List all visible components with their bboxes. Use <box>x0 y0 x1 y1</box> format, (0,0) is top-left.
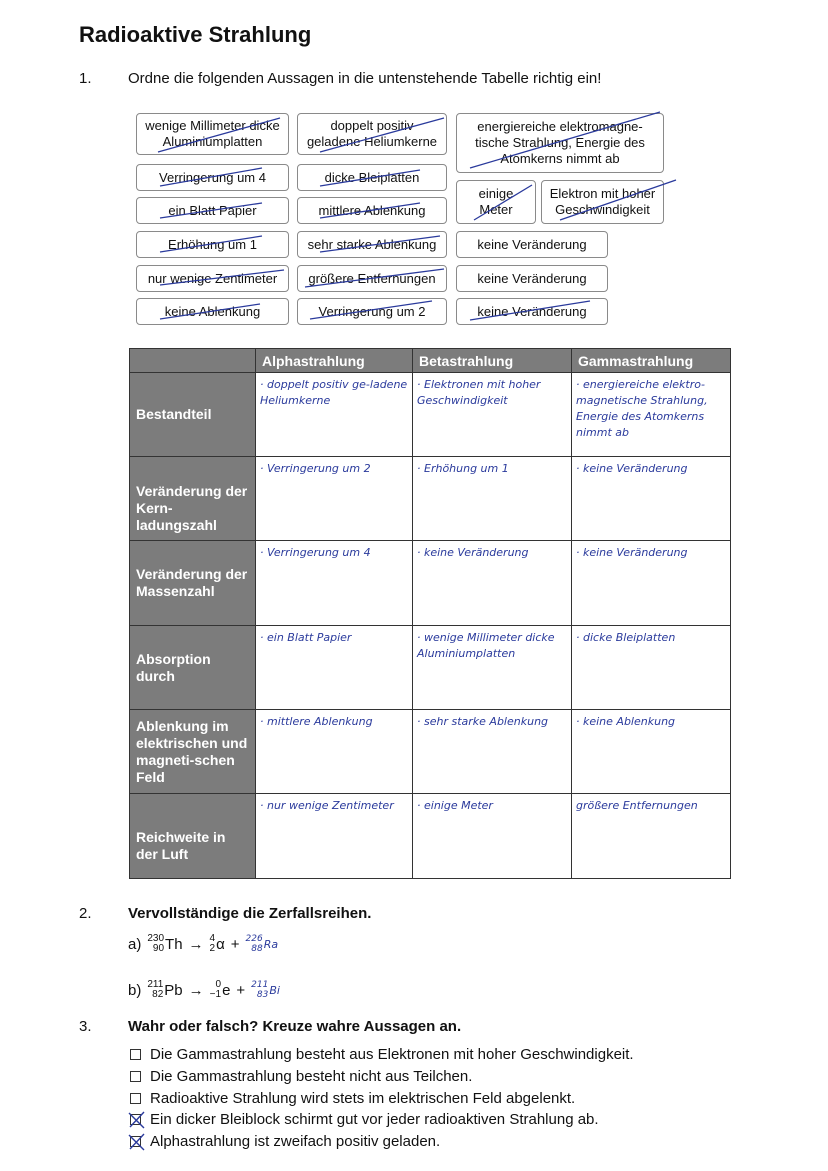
task-1-number: 1. <box>79 70 92 87</box>
answer-cell[interactable]: · keine Veränderung <box>572 541 731 626</box>
checkbox-label: Alphastrahlung ist zweifach positiv geladen. <box>150 1133 441 1150</box>
statement-card[interactable]: keine Veränderung <box>456 265 608 292</box>
statement-card[interactable]: Verringerung um 2 <box>297 298 447 325</box>
checkbox-label: Die Gammastrahlung besteht aus Elektronen mit hoher Geschwindigkeit. <box>150 1046 634 1063</box>
statement-card[interactable]: wenige Millimeter dicke Aluminiumplatten <box>136 113 289 155</box>
checkbox-label: Ein dicker Bleiblock schirmt gut vor jeder radioaktiven Strahlung ab. <box>150 1111 599 1128</box>
statement-card[interactable]: keine Veränderung <box>456 231 608 258</box>
plus-sign: + <box>236 981 246 999</box>
reaction-arrow: → <box>188 935 204 953</box>
answer-cell[interactable]: · ein Blatt Papier <box>256 626 413 710</box>
row-header: Reichweite in der Luft <box>130 794 256 879</box>
answer-cell[interactable]: · doppelt positiv ge-ladene Heliumkerne <box>256 373 413 457</box>
answer-cell[interactable]: · Erhöhung um 1 <box>413 457 572 541</box>
nuclide-particle <box>210 980 231 1000</box>
mass-number: 4 <box>209 933 216 944</box>
atomic-number: 2 <box>209 943 216 954</box>
row-header: Bestandteil <box>130 373 256 457</box>
row-header: Ablenkung im elektrischen und magneti-schen Feld <box>130 710 256 794</box>
particle-symbol: e <box>222 981 231 999</box>
statement-card[interactable]: sehr starke Ablenkung <box>297 231 447 258</box>
checkbox-item[interactable] <box>130 1046 634 1063</box>
checkbox-label: Radioaktive Strahlung wird stets im elektrischen Feld abgelenkt. <box>150 1090 576 1107</box>
column-header-alpha: Alphastrahlung <box>256 349 413 373</box>
nuclide-parent <box>147 980 182 1000</box>
row-header: Veränderung der Kern-ladungszahl <box>130 457 256 541</box>
row-header: Veränderung der Massenzahl <box>130 541 256 626</box>
mass-number: 230 <box>147 933 165 944</box>
atomic-number: 82 <box>152 989 164 1000</box>
answer-cell[interactable]: · keine Ablenkung <box>572 710 731 794</box>
mass-number: 0 <box>215 979 222 990</box>
mass-number: 211 <box>147 979 164 990</box>
mass-number: 226 <box>245 934 263 944</box>
task-1-text: Ordne die folgenden Aussagen in die untenstehende Tabelle richtig ein! <box>128 70 602 87</box>
element-symbol: Pb <box>164 981 183 999</box>
task-2-text: Vervollständige die Zerfallsreihen. <box>128 905 372 922</box>
checkbox-checked[interactable] <box>130 1136 141 1147</box>
answer-cell[interactable]: · nur wenige Zentimeter <box>256 794 413 879</box>
table-row <box>130 710 731 794</box>
answer-cell[interactable]: · wenige Millimeter dicke Aluminiumplatten <box>413 626 572 710</box>
answer-cell[interactable]: · einige Meter <box>413 794 572 879</box>
statement-card[interactable]: einige Meter <box>456 180 536 224</box>
decay-equation-b <box>128 980 280 1000</box>
statement-card[interactable]: Elektron mit hoher Geschwindigkeit <box>541 180 664 224</box>
answer-cell[interactable]: · Verringerung um 4 <box>256 541 413 626</box>
element-symbol: Th <box>165 935 183 953</box>
task-3-text: Wahr oder falsch? Kreuze wahre Aussagen an. <box>128 1018 462 1035</box>
table-corner <box>130 349 256 373</box>
statement-card[interactable]: energiereiche elektromagne-tische Strahlung, Energie des Atomkerns nimmt ab <box>456 113 664 173</box>
statement-card[interactable]: nur wenige Zentimeter <box>136 265 289 292</box>
cross-mark-icon <box>128 1133 146 1151</box>
mass-number: 211 <box>251 980 269 990</box>
answer-cell[interactable]: · sehr starke Ablenkung <box>413 710 572 794</box>
table-row <box>130 457 731 541</box>
checkbox-item[interactable] <box>130 1111 599 1128</box>
answer-cell[interactable]: · dicke Bleiplatten <box>572 626 731 710</box>
answer-cell[interactable]: · keine Veränderung <box>413 541 572 626</box>
table-header-row <box>130 349 731 373</box>
particle-symbol: α <box>216 935 225 953</box>
statement-card[interactable]: Verringerung um 4 <box>136 164 289 191</box>
checkbox-item[interactable] <box>130 1133 440 1150</box>
equation-label: a) <box>128 935 142 953</box>
task-2-number: 2. <box>79 905 92 922</box>
page-title: Radioaktive Strahlung <box>79 22 312 47</box>
equation-label: b) <box>128 981 142 999</box>
statement-card[interactable]: keine Ablenkung <box>136 298 289 325</box>
table-row <box>130 541 731 626</box>
table-row <box>130 794 731 879</box>
statement-card[interactable]: größere Entfernungen <box>297 265 447 292</box>
column-header-gamma: Gammastrahlung <box>572 349 731 373</box>
checkbox[interactable] <box>130 1093 141 1104</box>
statement-card[interactable]: keine Veränderung <box>456 298 608 325</box>
plus-sign: + <box>230 935 240 953</box>
checkbox-checked[interactable] <box>130 1114 141 1125</box>
answer-cell[interactable]: größere Entfernungen <box>572 794 731 879</box>
column-header-beta: Betastrahlung <box>413 349 572 373</box>
statement-card[interactable]: ein Blatt Papier <box>136 197 289 224</box>
element-symbol: Bi <box>269 983 280 997</box>
nuclide-product-answer[interactable] <box>246 934 279 954</box>
answer-cell[interactable]: · Elektronen mit hoher Geschwindigkeit <box>413 373 572 457</box>
answer-cell[interactable]: · energiereiche elektro-magnetische Strahlung, Energie des Atomkerns nimmt ab <box>572 373 731 457</box>
table-row <box>130 626 731 710</box>
checkbox[interactable] <box>130 1071 141 1082</box>
decay-equation-a <box>128 934 278 954</box>
checkbox[interactable] <box>130 1049 141 1060</box>
atomic-number: 83 <box>256 990 269 1000</box>
row-header: Absorption durch <box>130 626 256 710</box>
element-symbol: Ra <box>263 937 279 951</box>
task-3-number: 3. <box>79 1018 92 1035</box>
nuclide-parent <box>147 934 182 954</box>
assignment-table <box>129 348 731 879</box>
statement-card[interactable]: mittlere Ablenkung <box>297 197 447 224</box>
answer-cell[interactable]: · Verringerung um 2 <box>256 457 413 541</box>
checkbox-item[interactable] <box>130 1090 575 1107</box>
atomic-number: 88 <box>251 944 263 954</box>
table-row <box>130 373 731 457</box>
atomic-number: −1 <box>209 989 222 1000</box>
statement-card[interactable]: dicke Bleiplatten <box>297 164 447 191</box>
answer-cell[interactable]: · keine Veränderung <box>572 457 731 541</box>
cross-mark-icon <box>128 1111 146 1129</box>
nuclide-particle <box>210 934 225 954</box>
reaction-arrow: → <box>188 981 204 999</box>
nuclide-product-answer[interactable] <box>251 980 280 1000</box>
checkbox-item[interactable] <box>130 1068 472 1085</box>
statement-card[interactable]: Erhöhung um 1 <box>136 231 289 258</box>
atomic-number: 90 <box>152 943 165 954</box>
checkbox-label: Die Gammastrahlung besteht nicht aus Teilchen. <box>150 1068 473 1085</box>
answer-cell[interactable]: · mittlere Ablenkung <box>256 710 413 794</box>
statement-card[interactable]: doppelt positiv geladene Heliumkerne <box>297 113 447 155</box>
